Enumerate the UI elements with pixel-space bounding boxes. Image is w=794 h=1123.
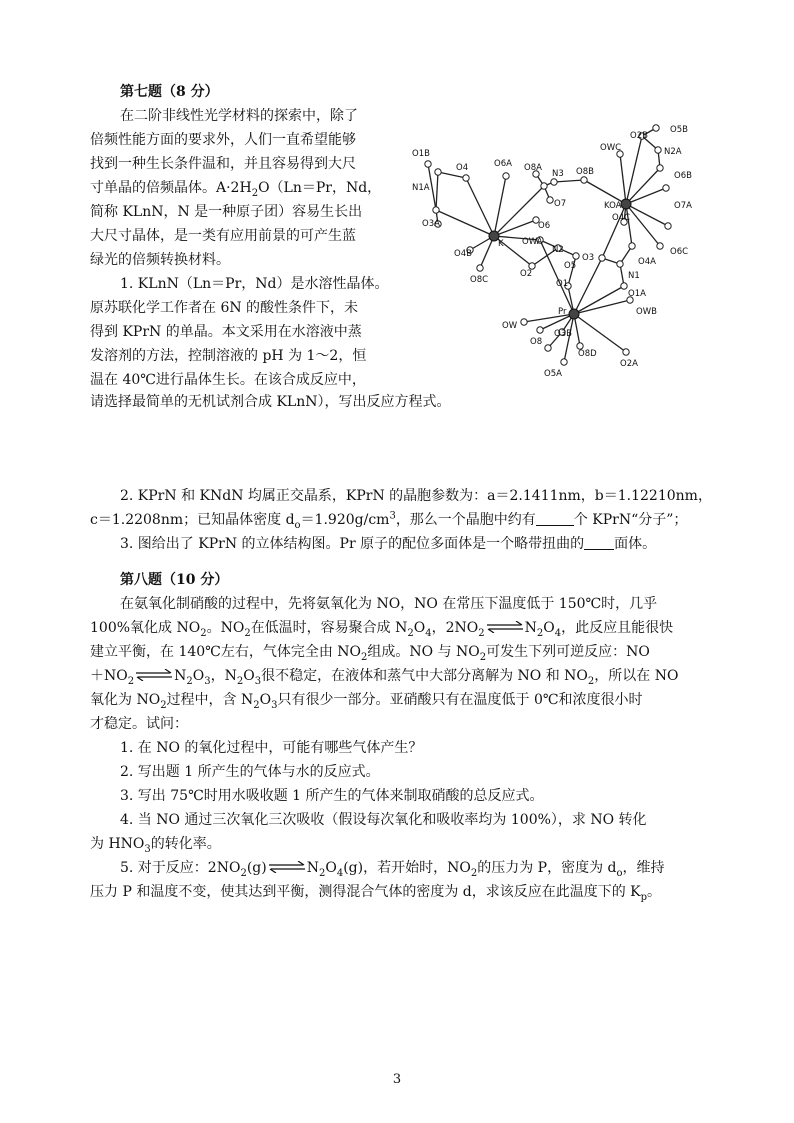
q7-part1-line-6: 请选择最简单的无机试剂合成 KLnN），写出反应方程式。: [90, 394, 451, 410]
equilibrium-arrow-icon: [485, 621, 525, 633]
q7-intro-line-1: 在二阶非线性光学材料的探索中，除了: [120, 108, 358, 124]
label-O3B: O3B: [554, 329, 572, 339]
label-O7A: O7A: [674, 201, 692, 211]
label-O2B: O2B: [630, 131, 648, 141]
q7-intro-line-6: 大尺寸晶体，是一类有应用前景的可产生蓝: [90, 228, 356, 244]
label-O6C: O6C: [670, 247, 689, 257]
q7-part3-line: 3. 图给出了 KPrN 的立体结构图。Pr 原子的配位多面体是一个略带扭曲的 面体。: [120, 536, 657, 552]
label-O6B: O6B: [674, 171, 692, 181]
q7-part1-line-3: 得到 KPrN 的单晶。本文采用在水溶液中蒸: [90, 324, 362, 340]
q8-question-1: 1. 在 NO 的氧化过程中，可能有哪些气体产生？: [120, 740, 423, 756]
label-OW: OW: [502, 321, 518, 331]
label-O8A: O8A: [524, 163, 542, 173]
q8-line-6: 才稳定。试问：: [90, 716, 188, 732]
equilibrium-arrow-icon: [134, 669, 174, 681]
q8-question-5-line-2: 压力 P 和温度不变，使其达到平衡，测得混合气体的密度为 d，求该反应在此温度下的 $K_p$。: [90, 884, 662, 903]
label-O5: O5: [564, 261, 577, 271]
page-number: 3: [392, 1072, 402, 1087]
q7-intro-line-7: 绿光的倍频转换材料。: [90, 252, 230, 268]
label-O3A: O3A: [422, 219, 440, 229]
label-O2A: O2A: [620, 359, 638, 369]
kprn-crystal-structure-figure: [398, 118, 720, 390]
label-Pr: Pr: [558, 307, 567, 317]
q8-line-4: $+NO_2$ $N_2O_3$，$N_2O_3$很不稳定，在液体和蒸气中大部分离解为 NO 和 $NO_2$，所以在 NO: [90, 668, 679, 687]
q7-intro-line-4: 寸单晶的倍频晶体。$A\cdot 2H_2O(Ln=Pr$，Nd，: [90, 180, 382, 199]
label-O5B: O5B: [670, 125, 688, 135]
label-O8C: O8C: [470, 275, 489, 285]
answer-blank-polyhedron[interactable]: [584, 535, 614, 550]
label-O4B: O4B: [454, 249, 472, 259]
label-O6: O6: [538, 221, 551, 231]
label-OWA: OWA: [522, 237, 543, 247]
label-O4A: O4A: [638, 257, 656, 267]
q8-line-3: 建立平衡，在 140℃左右，气体完全由 $NO_2$组成。NO 与 $NO_2$可发生下列可逆反应：NO: [90, 644, 650, 663]
equilibrium-arrow-icon: [267, 861, 307, 873]
q7-intro-line-5: 简称 KLnN，N 是一种原子团）容易生长出: [90, 204, 363, 220]
label-O1: O1: [556, 279, 569, 289]
q7-part1-line-4: 发溶剂的方法，控制溶液的 pH 为 1～2，恒: [90, 348, 367, 364]
answer-blank-molecules[interactable]: [536, 511, 574, 526]
q7-part2-line-1: 2. KPrN 和 KNdN 均属正交晶系，KPrN 的晶胞参数为：a＝2.1411nm，b＝1.12210nm，: [120, 488, 712, 504]
q7-part2-line-2: c＝1.2208nm；已知晶体密度 $d_o=1.920g/cm^3$，那么一个晶胞中约有 个 KPrN“分子”；: [90, 510, 688, 531]
q8-question-2: 2. 写出题 1 所产生的气体与水的反应式。: [120, 764, 380, 780]
label-O1B: O1B: [412, 149, 430, 159]
q7-part1-line-2: 原苏联化学工作者在 6N 的酸性条件下，未: [90, 300, 359, 316]
q8-line-2: 100%氧化成 $NO_2$。$NO_2$在低温时，容易聚合成 $N_2O_4$，$2NO_2$ $N_2O_4$，此反应且能很快: [90, 620, 674, 639]
label-O6A: O6A: [494, 159, 512, 169]
q8-question-5-line-1: 5. 对于反应：$2NO_2(g)$ $N_2O_4(g)$，若开始时，$NO_2$的压力为 P，密度为 $d_o$，维持: [120, 860, 665, 879]
label-N1: N1: [628, 271, 640, 281]
label-O8D: O8D: [578, 349, 597, 359]
q8-line-5: 氧化为 $NO_2$过程中，含 $N_2O_3$只有很少一部分。亚硝酸只有在温度低于 0℃和浓度很小时: [90, 692, 643, 711]
q7-part1-line-5: 温在 40℃进行晶体生长。在该合成反应中，: [90, 372, 366, 388]
label-O1A: O1A: [628, 289, 646, 299]
label-KOA: KOA: [604, 201, 622, 211]
q7-heading: 第七题（8 分）: [120, 84, 219, 100]
label-N3: N3: [552, 169, 564, 179]
label-O8: O8: [530, 337, 543, 347]
q8-heading: 第八题（10 分）: [120, 572, 229, 588]
label-O8B: O8B: [576, 167, 594, 177]
label-N1A: N1A: [412, 183, 430, 193]
label-K: K: [498, 239, 504, 249]
label-OWB: OWB: [636, 307, 657, 317]
q8-line-1: 在氨氧化制硝酸的过程中，先将氨氧化为 NO，NO 在常压下温度低于 150℃时，几乎: [120, 596, 658, 612]
label-O4: O4: [456, 163, 469, 173]
label-OWC: OWC: [600, 143, 622, 153]
q7-intro-line-2: 倍频性能方面的要求外，人们一直希望能够: [90, 132, 356, 148]
label-O3: O3: [582, 253, 595, 263]
q7-intro-line-3: 找到一种生长条件温和，并且容易得到大尺: [90, 156, 356, 172]
q8-question-4-line-1: 4. 当 NO 通过三次氧化三次吸收（假设每次氧化和吸收率均为 100%），求 NO 转化: [120, 812, 647, 828]
q8-question-3: 3. 写出 75℃时用水吸收题 1 所产生的气体来制取硝酸的总反应式。: [120, 788, 544, 804]
q7-part1-line-1: 1. KLnN（Ln＝Pr，Nd）是水溶性晶体。: [120, 276, 389, 292]
label-O4C: O4C: [612, 213, 631, 223]
q8-question-4-line-2: 为 $HNO_3$的转化率。: [90, 836, 221, 855]
label-O2: O2: [520, 269, 533, 279]
label-N2: N2: [552, 245, 564, 255]
label-N2A: N2A: [664, 147, 682, 157]
label-O7: O7: [554, 199, 567, 209]
label-O5A: O5A: [544, 369, 562, 379]
